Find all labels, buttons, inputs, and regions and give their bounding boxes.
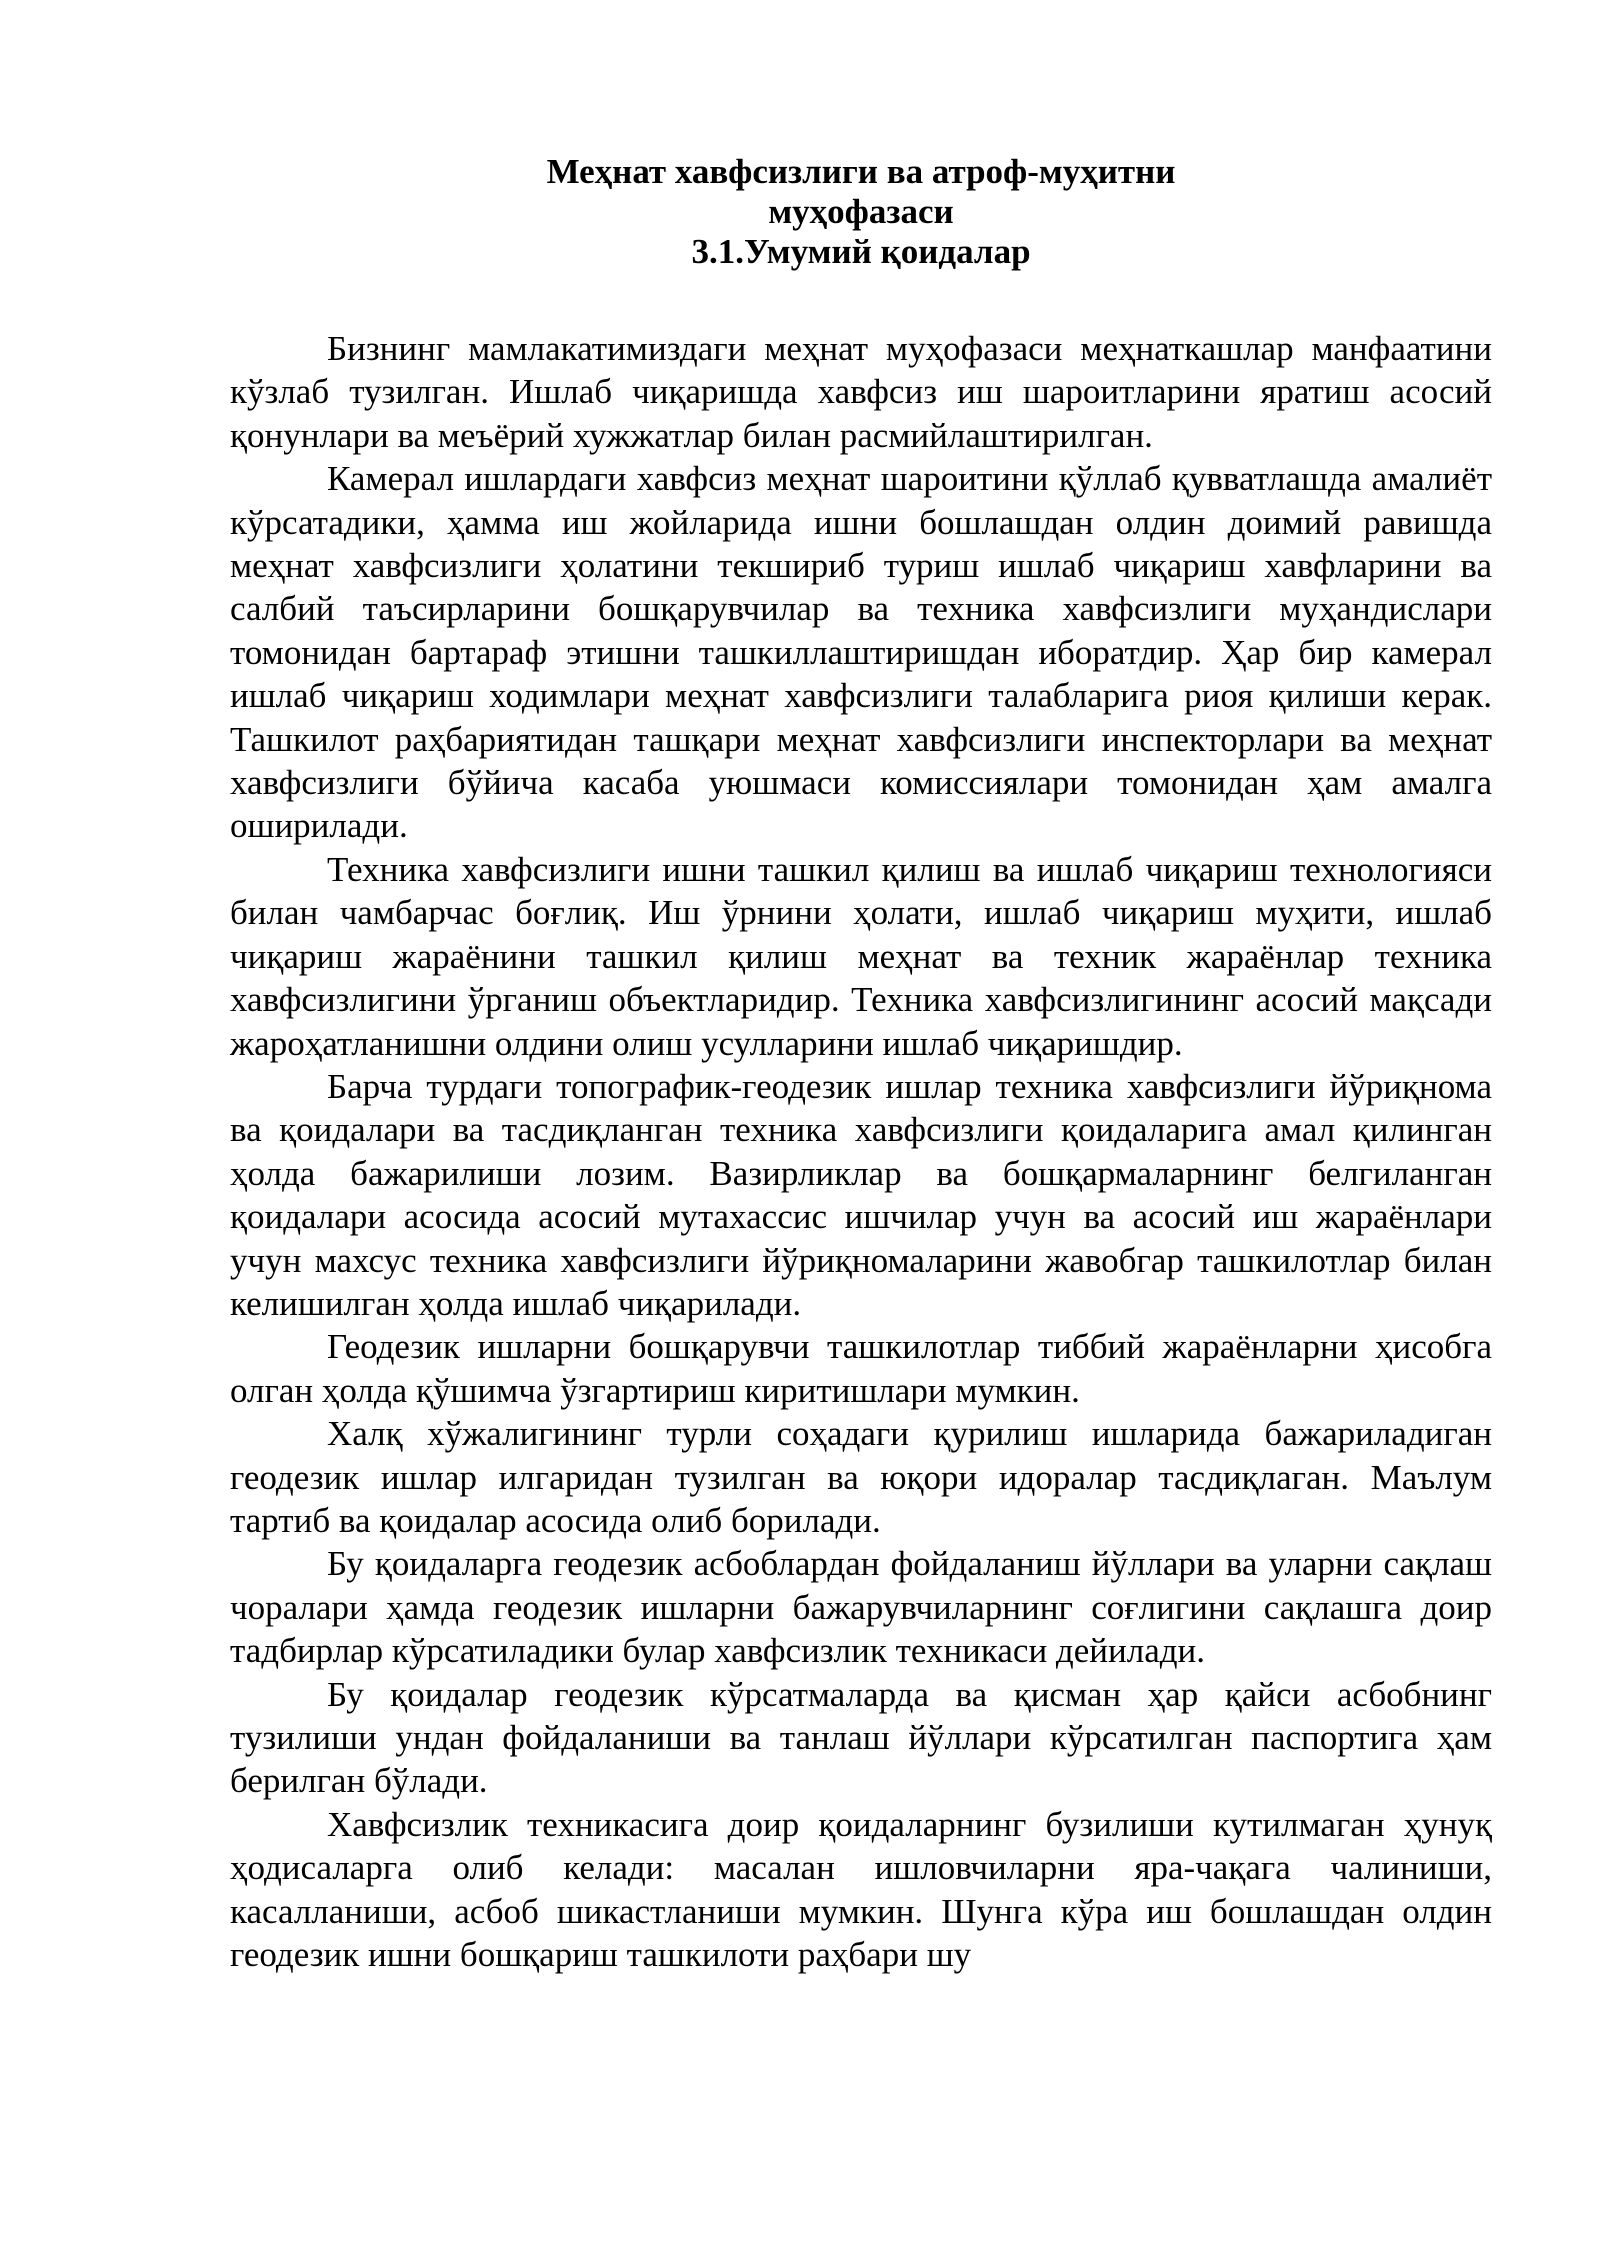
document-title-line-1: Меҳнат хавфсизлиги ва атроф-муҳитни (546, 152, 1176, 191)
paragraph: Бу қоидалар геодезик кўрсатмаларда ва қисман ҳар қайси асбобнинг тузилиши ундан фойдаланиши ва танлаш йўллари кўрсатилган паспортига ҳам берилган бўлади. (230, 1674, 1492, 1801)
paragraph: Барча турдаги топографик-геодезик ишлар техника хавфсизлиги йўриқнома ва қоидалари ва тасдиқланган техника хавфсизлиги қоидаларига амал қилинган ҳолда бажарилиши лозим. Вазирликлар ва бошқармаларнинг белгиланган қоидалари асосида асосий мутахассис ишчилар учун ва асосий иш жараёнлари учун махсус техника хавфсизлиги йўриқномаларини жавобгар ташкилотлар билан келишилган ҳолда ишлаб чиқарилади. (230, 1066, 1492, 1323)
paragraph: Бу қоидаларга геодезик асбоблардан фойдаланиш йўллари ва уларни сақлаш чоралари ҳамда геодезик ишларни бажарувчиларнинг соғлигини сақлашга доир тадбирлар кўрсатиладики булар хавфсизлик техникаси дейилади. (230, 1544, 1492, 1671)
paragraph: Бизнинг мамлакатимиздаги меҳнат муҳофазаси меҳнаткашлар манфаатини кўзлаб тузилган. Ишлаб чиқаришда хавфсиз иш шароитларини яратиш асосий қонунлари ва меъёрий хужжатлар билан расмийлаштирилган. (230, 329, 1492, 455)
paragraph: Геодезик ишларни бошқарувчи ташкилотлар тиббий жараёнларни ҳисобга олган ҳолда қўшимча ўзгартириш киритишлари мумкин. (230, 1327, 1492, 1410)
paragraph: Халқ хўжалигининг турли соҳадаги қурилиш ишларида бажариладиган геодезик ишлар илгаридан тузилган ва юқори идоралар тасдиқлаган. Маълум тартиб ва қоидалар асосида олиб борилади. (230, 1414, 1492, 1540)
document-title-line-2: муҳофазаси (768, 192, 954, 231)
document-body (230, 327, 1492, 1976)
paragraph-last: Хавфсизлик техникасига доир қоидаларнинг бузилиши кутилмаган ҳунуқ ҳодисаларга олиб келади: масалан ишловчиларни яра-чақага чалиниши, касалланиши, асбоб шикастланиши мумкин. Шунга кўра иш бошлашдан олдин геодезик ишни бошқариш ташкилоти раҳбари шу (230, 1804, 1492, 1975)
section-heading: 3.1.Умумий қоидалар (691, 232, 1031, 271)
paragraph: Техника хавфсизлиги ишни ташкил қилиш ва ишлаб чиқариш технологияси билан чамбарчас боғлиқ. Иш ўрнини ҳолати, ишлаб чиқариш муҳити, ишлаб чиқариш жараёнини ташкил қилиш меҳнат ва техник жараёнлар техника хавфсизлигини ўрганиш объектларидир. Техника хавфсизлигининг асосий мақсади жароҳатланишни олдини олиш усулларини ишлаб чиқаришдир. (230, 849, 1492, 1063)
paragraph: Камерал ишлардаги хавфсиз меҳнат шароитини қўллаб қувватлашда амалиёт кўрсатадики, ҳамма иш жойларида ишни бошлашдан олдин доимий равишда меҳнат хавфсизлиги ҳолатини текшириб туриш ишлаб чиқариш хавфларини ва салбий таъсирларини бошқарувчилар ва техника хавфсизлиги муҳандислари томонидан бартараф этишни ташкиллаштиришдан иборатдир. Ҳар бир камерал ишлаб чиқариш ходимлари меҳнат хавфсизлиги талабларига риоя қилиши керак. Ташкилот раҳбариятидан ташқари меҳнат хавфсизлиги инспекторлари ва меҳнат хавфсизлиги бўйича касаба уюшмаси комиссиялари томонидан ҳам амалга оширилади. (230, 459, 1492, 846)
title-block (230, 152, 1492, 272)
